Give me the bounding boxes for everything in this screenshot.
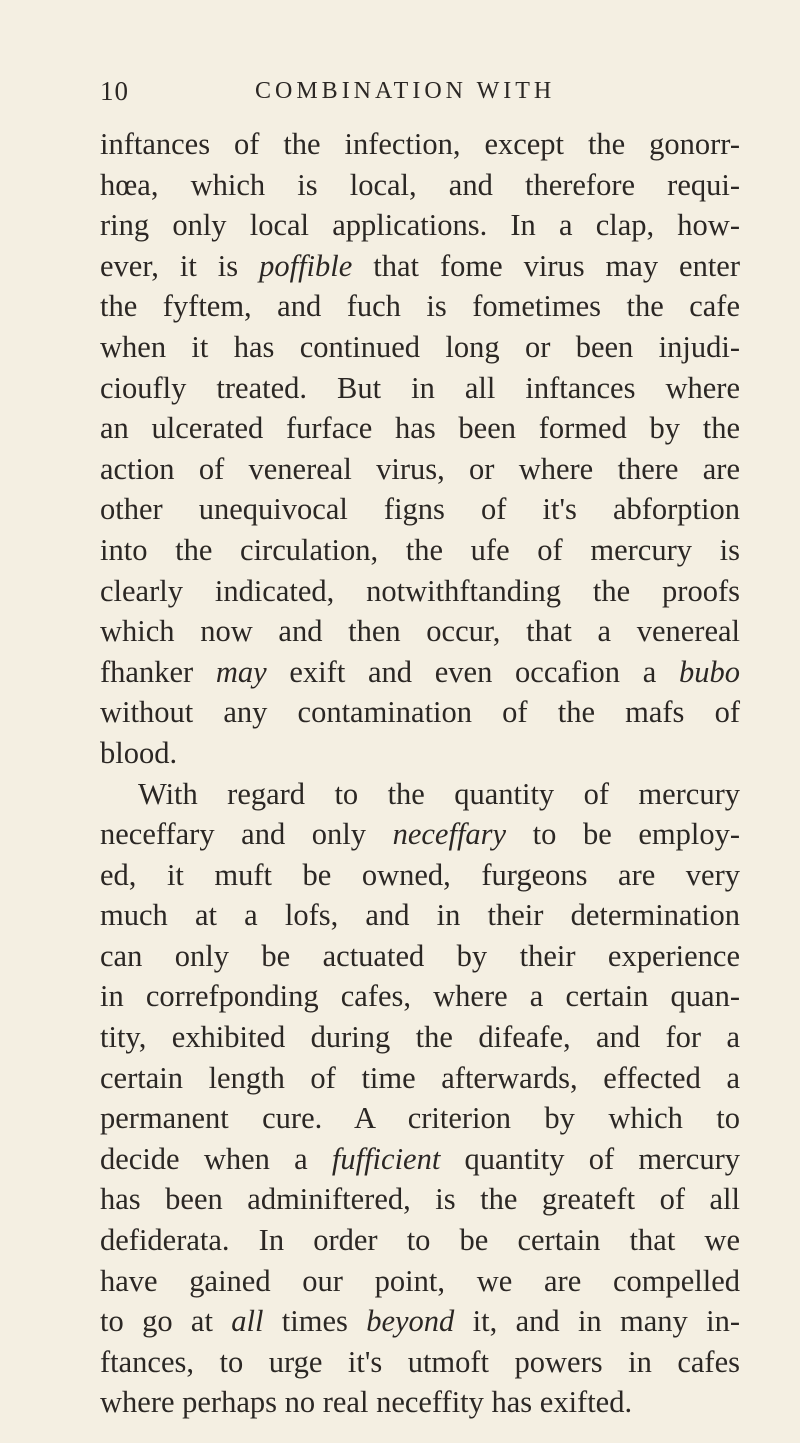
text-line: where perhaps no real neceffity has exifted. [100, 1385, 633, 1420]
italic-word: fufficient [331, 1141, 441, 1176]
text-line: tity, exhibited during the difeafe, and for a [100, 1020, 740, 1055]
text-line: when it has continued long or been injudi- [100, 329, 740, 364]
page-number: 10 [100, 76, 129, 106]
italic-word: all [231, 1304, 264, 1339]
text-line: the fyftem, and fuch is fometimes the cafe [100, 289, 740, 324]
italic-word: bubo [679, 654, 740, 689]
text-line: certain length of time afterwards, effected a [100, 1060, 740, 1095]
text-line: without any contamination of the mafs of [100, 695, 740, 730]
text-line: With regard to the quantity of mercury [138, 776, 740, 811]
text-line: fhanker may exift and even occafion a bubo [100, 654, 740, 689]
text-line: defiderata. In order to be certain that we [100, 1223, 740, 1258]
text-line: permanent cure. A criterion by which to [100, 1101, 740, 1136]
text-line: inftances of the infection, except the gonorr- [100, 127, 740, 161]
text-line: to go at all times beyond it, and in many in- [100, 1304, 740, 1339]
running-title: COMBINATION WITH [255, 78, 556, 104]
text-line: clearly indicated, notwithftanding the proofs [100, 573, 740, 608]
text-line: have gained our point, we are compelled [100, 1263, 740, 1298]
text-line: other unequivocal figns of it's abforption [100, 492, 740, 527]
text-line: action of venereal virus, or where there are [100, 451, 740, 486]
text-line: into the circulation, the ufe of mercury is [100, 532, 740, 567]
italic-word: neceffary [392, 817, 507, 852]
italic-word: may [215, 654, 267, 689]
text-line: can only be actuated by their experience [100, 938, 740, 973]
text-line: ed, it muft be owned, furgeons are very [100, 857, 740, 892]
italic-word: beyond [366, 1304, 455, 1339]
text-line: which now and then occur, that a venereal [100, 614, 740, 649]
text-line: much at a lofs, and in their determination [100, 898, 740, 933]
text-line: hœa, which is local, and therefore requi- [100, 167, 740, 202]
body-text [100, 124, 740, 1423]
text-line: ring only local applications. In a clap, how- [100, 208, 740, 243]
text-line: in correfponding cafes, where a certain quan- [100, 979, 740, 1014]
text-line: has been adminiftered, is the greateft of all [100, 1182, 740, 1217]
text-line: cioufly treated. But in all inftances where [100, 370, 740, 405]
text-line: decide when a fufficient quantity of mercury [100, 1141, 740, 1176]
text-line: ftances, to urge it's utmoft powers in cafes [100, 1344, 740, 1379]
italic-word: poffible [259, 248, 353, 283]
running-head [100, 76, 740, 112]
text-line: blood. [100, 735, 178, 770]
text-line: an ulcerated furface has been formed by the [100, 411, 740, 446]
text-line: ever, it is poffible that fome virus may enter [100, 248, 740, 283]
text-line: neceffary and only neceffary to be employ- [100, 817, 740, 852]
